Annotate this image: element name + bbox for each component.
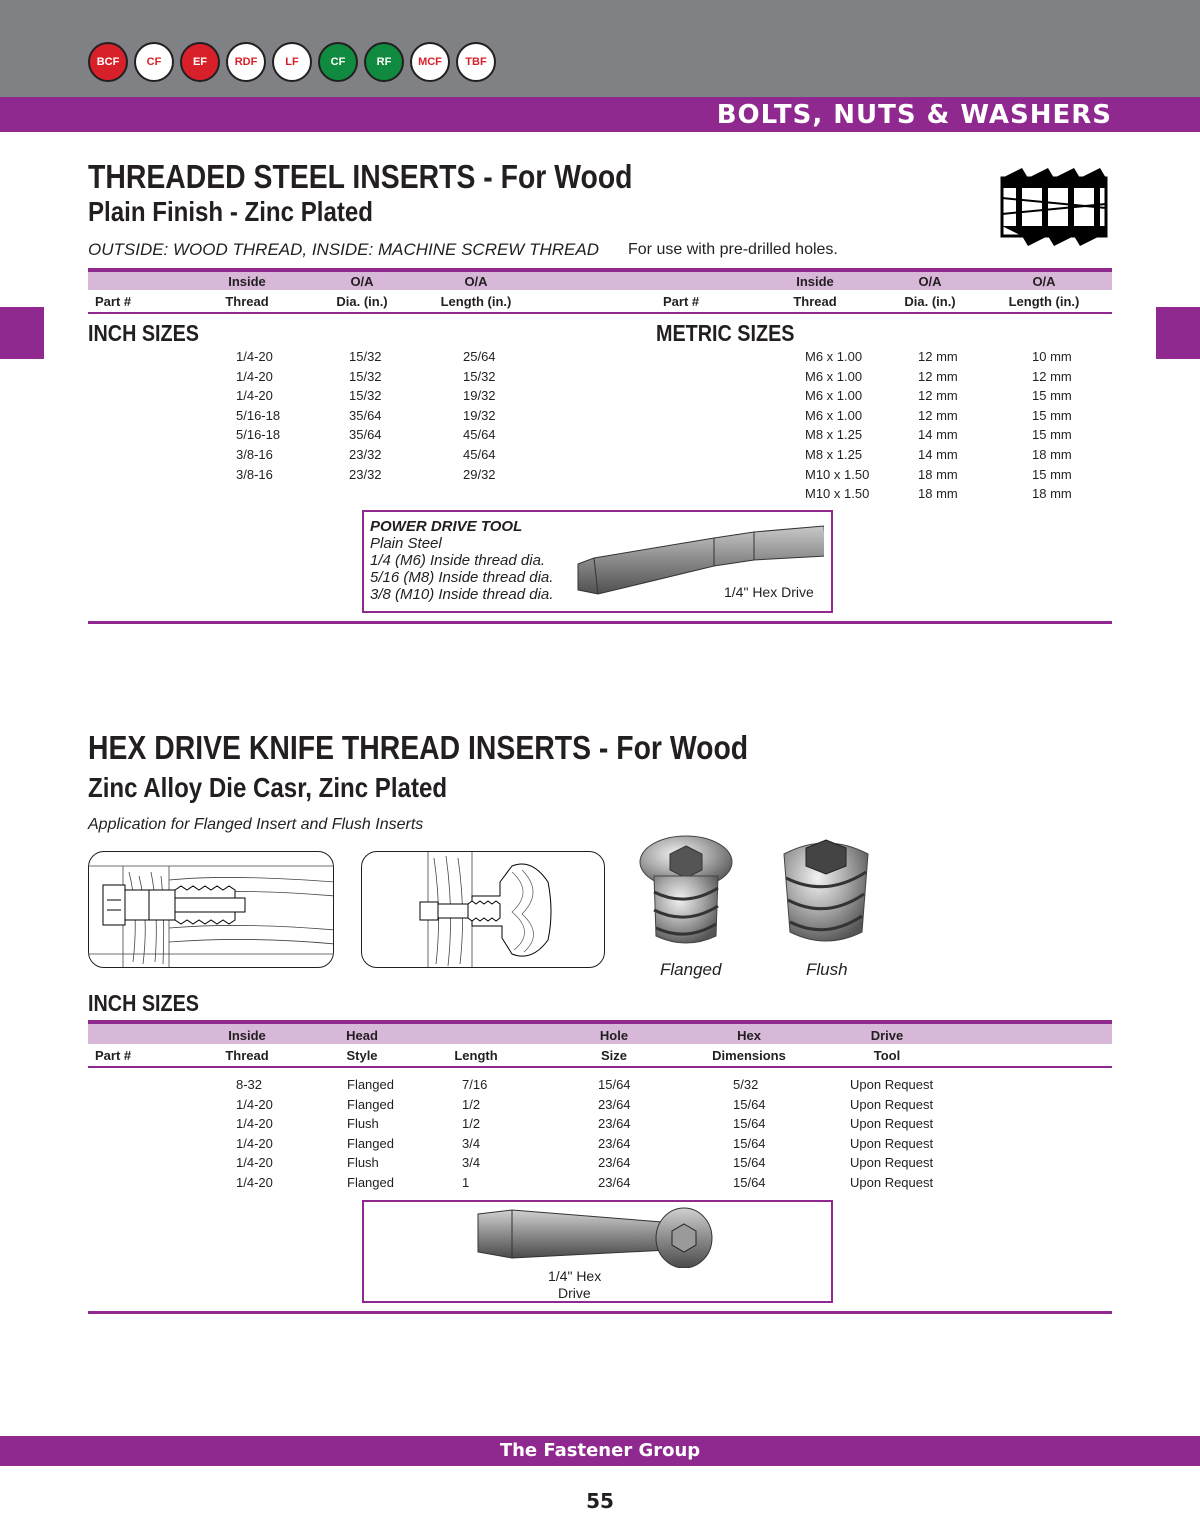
t2-hole-top: Hole (599, 1028, 629, 1043)
footer-company: The Fastener Group (499, 1440, 701, 1461)
t1-m-oa-len-top: O/A (1032, 274, 1056, 289)
inside-thread-cell: 1/4-20 (236, 1175, 273, 1190)
hex-dimension-cell: 15/64 (733, 1175, 766, 1190)
oa-dia-cell: 18 mm (918, 486, 958, 502)
drive-tool-cell: Upon Request (850, 1116, 934, 1132)
inside-thread-cell: 1/4-20 (236, 349, 273, 364)
oa-dia-cell: 14 mm (918, 447, 958, 462)
oa-length-cell: 12 mm (1032, 368, 1072, 384)
logo-text: RF (376, 56, 392, 68)
inside-thread-cell: 5/16-18 (236, 407, 281, 423)
tbf-logo-icon (456, 42, 496, 82)
threaded-insert-icon (996, 164, 1112, 250)
flanged-caption: Flanged (660, 960, 722, 979)
inside-thread-cell: M8 x 1.25 (805, 447, 863, 462)
section1-end-rule (88, 621, 1112, 624)
table2-header-rule (88, 1066, 1112, 1068)
oa-length-cell: 15 mm (1032, 466, 1072, 482)
t2-drive-bottom: Tool (873, 1048, 901, 1063)
table1-header-rule (88, 312, 1112, 314)
inside-thread-cell: M6 x 1.00 (805, 388, 863, 404)
flush-insert-icon (776, 832, 876, 950)
length-cell: 1/2 (462, 1096, 481, 1112)
inside-thread-cell: 1/4-20 (236, 368, 273, 384)
inside-thread-cell: 5/16-18 (236, 427, 281, 443)
logo-text: BCF (96, 56, 120, 68)
drive-tool-cell: Upon Request (850, 1077, 934, 1092)
t1-m-oa-dia-top: O/A (918, 274, 942, 289)
cf-green-logo-icon (318, 42, 358, 82)
length-cell: 1 (462, 1175, 470, 1190)
drive-tool-cell: Upon Request (850, 1175, 934, 1190)
length-cell: 3/4 (462, 1135, 481, 1151)
t1-m-oa-len-bottom: Length (in.) (1008, 294, 1080, 309)
power-drive-tool-title: POWER DRIVE TOOL (370, 518, 523, 535)
head-style-cell: Flush (347, 1155, 379, 1171)
head-style-cell: Flanged (347, 1135, 394, 1151)
hex-drive-tool-icon (472, 1204, 732, 1268)
oa-length-cell: 19/32 (463, 388, 496, 404)
hex-drive-caption-line1: 1/4" Hex (548, 1268, 602, 1284)
inside-thread-cell: 1/4-20 (236, 1155, 273, 1171)
logo-text: CF (146, 56, 162, 68)
logo-text: LF (285, 56, 299, 68)
oa-length-cell: 29/32 (463, 466, 496, 482)
head-style-cell: Flanged (347, 1175, 394, 1190)
flush-caption: Flush (806, 960, 848, 979)
inside-thread-cell: 1/4-20 (236, 1116, 273, 1132)
tool-line-3: 5/16 (M8) Inside thread dia. (370, 569, 554, 586)
rf-logo-icon (364, 42, 404, 82)
side-tab-left (0, 307, 44, 359)
section2-application-note: Application for Flanged Insert and Flush Inserts (88, 816, 424, 833)
hex-dimension-cell: 15/64 (733, 1155, 766, 1171)
section2-title: HEX DRIVE KNIFE THREAD INSERTS - For Wood (88, 729, 749, 766)
t1-m-part-label: Part # (663, 294, 700, 309)
inside-thread-cell: 8-32 (236, 1077, 263, 1092)
hole-size-cell: 23/64 (598, 1096, 631, 1112)
oa-dia-cell: 23/32 (349, 466, 382, 482)
hole-size-cell: 15/64 (598, 1077, 631, 1092)
t1-oa-dia-top: O/A (350, 274, 374, 289)
oa-dia-cell: 14 mm (918, 427, 958, 443)
oa-length-cell: 15 mm (1032, 427, 1072, 443)
t2-drive-top: Drive (870, 1028, 904, 1043)
inside-thread-cell: M8 x 1.25 (805, 427, 863, 443)
oa-dia-cell: 15/32 (349, 349, 382, 364)
inside-thread-cell: 3/8-16 (236, 466, 273, 482)
oa-length-cell: 45/64 (463, 447, 496, 462)
oa-dia-cell: 15/32 (349, 388, 382, 404)
hex-dimension-cell: 5/32 (733, 1077, 759, 1092)
inside-thread-cell: M6 x 1.00 (805, 407, 863, 423)
rdf-logo-icon (226, 42, 266, 82)
section2-end-rule (88, 1311, 1112, 1314)
inside-thread-cell: M6 x 1.00 (805, 368, 863, 384)
oa-dia-cell: 35/64 (349, 427, 382, 443)
oa-length-cell: 15 mm (1032, 407, 1072, 423)
oa-dia-cell: 18 mm (918, 466, 958, 482)
oa-dia-cell: 35/64 (349, 407, 382, 423)
mcf-logo-icon (410, 42, 450, 82)
inside-thread-cell: M10 x 1.50 (805, 466, 870, 482)
section-title: BOLTS, NUTS & WASHERS (716, 100, 1112, 130)
drive-tool-cell: Upon Request (850, 1155, 934, 1171)
logo-text: EF (192, 56, 208, 68)
power-drive-tool-text (370, 518, 553, 603)
t1-oa-dia-bottom: Dia. (in.) (336, 294, 388, 309)
oa-length-cell: 18 mm (1032, 447, 1072, 462)
length-cell: 1/2 (462, 1116, 481, 1132)
t2-head-bottom: Style (346, 1048, 378, 1063)
flush-application-drawing (361, 851, 605, 968)
t2-inside-bottom: Thread (225, 1048, 269, 1063)
section1-drill-note: For use with pre-drilled holes. (628, 241, 838, 258)
oa-length-cell: 15 mm (1032, 388, 1072, 404)
logo-text: TBF (465, 56, 487, 68)
section2-inch-sizes-label: INCH SIZES (88, 990, 200, 1016)
t2-hex-bottom: Dimensions (712, 1048, 786, 1063)
t1-inside-bottom: Thread (225, 294, 269, 309)
inside-thread-cell: 1/4-20 (236, 388, 273, 404)
hole-size-cell: 23/64 (598, 1135, 631, 1151)
oa-length-cell: 18 mm (1032, 486, 1072, 502)
hex-dimension-cell: 15/64 (733, 1096, 766, 1112)
oa-dia-cell: 23/32 (349, 447, 382, 462)
oa-length-cell: 25/64 (463, 349, 496, 364)
hole-size-cell: 23/64 (598, 1155, 631, 1171)
logo-text: CF (330, 56, 346, 68)
head-style-cell: Flush (347, 1116, 379, 1132)
oa-length-cell: 10 mm (1032, 349, 1072, 364)
ef-logo-icon (180, 42, 220, 82)
flanged-application-drawing (88, 851, 334, 968)
drive-tool-cell: Upon Request (850, 1096, 934, 1112)
table1-top-rule (88, 268, 1112, 272)
oa-dia-cell: 15/32 (349, 368, 382, 384)
oa-dia-cell: 12 mm (918, 388, 958, 404)
t1-m-inside-bottom: Thread (793, 294, 837, 309)
tool-line-2: 1/4 (M6) Inside thread dia. (370, 552, 546, 569)
head-style-cell: Flanged (347, 1077, 394, 1092)
t2-part-label: Part # (95, 1048, 132, 1063)
length-cell: 7/16 (462, 1077, 488, 1092)
section1-title: THREADED STEEL INSERTS - For Wood (88, 158, 633, 195)
t2-hex-top: Hex (737, 1028, 761, 1043)
t2-length: Length (454, 1048, 498, 1063)
section2-subtitle: Zinc Alloy Die Casr, Zinc Plated (88, 772, 448, 803)
t2-inside-top: Inside (228, 1028, 266, 1043)
head-style-cell: Flanged (347, 1096, 394, 1112)
side-tab-right (1156, 307, 1200, 359)
inside-thread-cell: 1/4-20 (236, 1135, 273, 1151)
t1-part-label: Part # (95, 294, 132, 309)
t1-oa-len-top: O/A (464, 274, 488, 289)
inside-thread-cell: M10 x 1.50 (805, 486, 870, 502)
t2-hole-bottom: Size (600, 1048, 628, 1063)
oa-dia-cell: 12 mm (918, 407, 958, 423)
oa-length-cell: 19/32 (463, 407, 496, 423)
hex-dimension-cell: 15/64 (733, 1135, 766, 1151)
hex-drive-caption-line2: Drive (558, 1285, 591, 1301)
power-drive-caption: 1/4" Hex Drive (724, 584, 814, 600)
cf-logo-icon (134, 42, 174, 82)
inch-sizes-label: INCH SIZES (88, 320, 200, 346)
logo-text: MCF (418, 56, 442, 68)
t1-m-oa-dia-bottom: Dia. (in.) (904, 294, 956, 309)
t1-inside-top: Inside (228, 274, 266, 289)
flanged-insert-icon (636, 832, 736, 950)
brand-logos (88, 42, 496, 82)
oa-length-cell: 45/64 (463, 427, 496, 443)
inside-thread-cell: 3/8-16 (236, 447, 273, 462)
metric-sizes-label: METRIC SIZES (656, 320, 795, 346)
inside-thread-cell: 1/4-20 (236, 1096, 273, 1112)
tool-line-4: 3/8 (M10) Inside thread dia. (370, 586, 554, 603)
oa-dia-cell: 12 mm (918, 368, 958, 384)
section1-thread-note: OUTSIDE: WOOD THREAD, INSIDE: MACHINE SCREW THREAD (88, 240, 599, 259)
t2-head-top: Head (346, 1028, 378, 1043)
hole-size-cell: 23/64 (598, 1116, 631, 1132)
t1-m-inside-top: Inside (796, 274, 834, 289)
section1-subtitle: Plain Finish - Zinc Plated (88, 196, 373, 227)
hole-size-cell: 23/64 (598, 1175, 631, 1190)
drive-tool-cell: Upon Request (850, 1135, 934, 1151)
tool-line-1: Plain Steel (370, 535, 442, 552)
hex-dimension-cell: 15/64 (733, 1116, 766, 1132)
page-number: 55 (586, 1489, 614, 1513)
lf-logo-icon (272, 42, 312, 82)
oa-length-cell: 15/32 (463, 368, 496, 384)
inside-thread-cell: M6 x 1.00 (805, 349, 863, 364)
t1-oa-len-bottom: Length (in.) (440, 294, 512, 309)
logo-text: RDF (234, 56, 258, 68)
length-cell: 3/4 (462, 1155, 481, 1171)
bcf-logo-icon (88, 42, 128, 82)
oa-dia-cell: 12 mm (918, 349, 958, 364)
